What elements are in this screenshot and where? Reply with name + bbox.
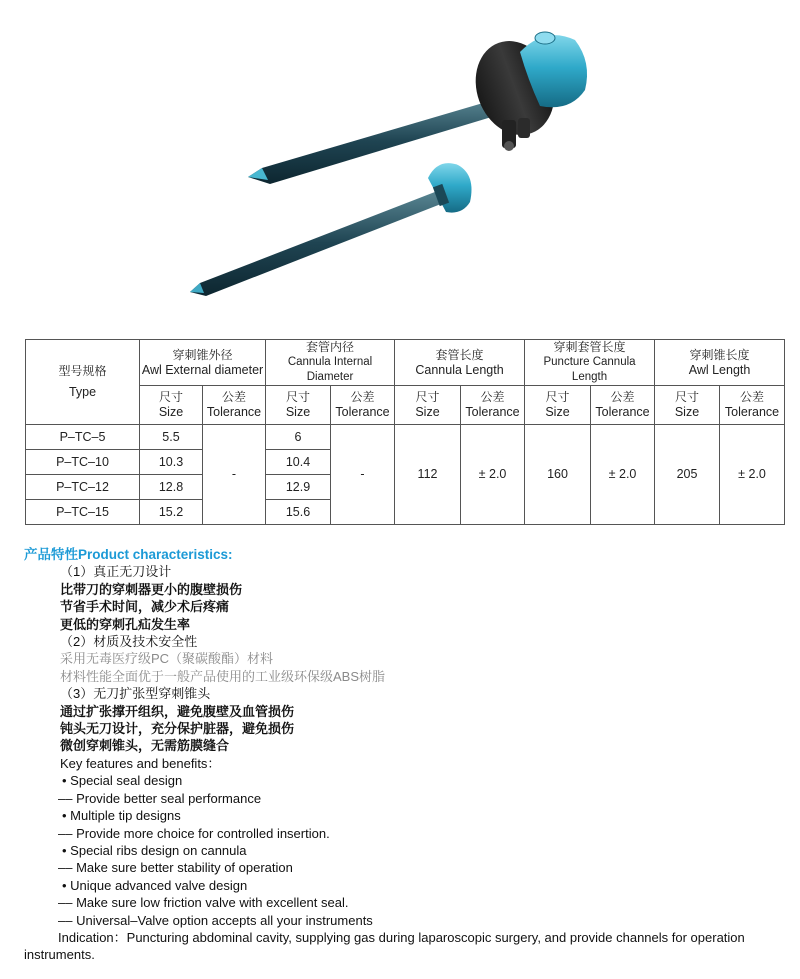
size-header: 尺寸 Size bbox=[525, 386, 591, 425]
tolerance-header: 公差 Tolerance bbox=[461, 386, 525, 425]
cannula-tolerance-cell: - bbox=[331, 425, 395, 525]
cannula-size-cell: 6 bbox=[266, 425, 331, 450]
type-cell: P–TC–5 bbox=[26, 425, 140, 450]
awl-length-cell: 205 bbox=[655, 425, 720, 525]
size-header: 尺寸 Size bbox=[140, 386, 203, 425]
feature-bullet: • Unique advanced valve design bbox=[62, 877, 248, 893]
cannula-size-cell: 15.6 bbox=[266, 500, 331, 525]
cannula-length-tolerance-cell: ± 2.0 bbox=[461, 425, 525, 525]
text-line: 采用无毒医疗级PC（聚碳酸酯）材料 bbox=[60, 651, 274, 667]
subsection-heading: （3）无刀扩张型穿刺锥头 bbox=[60, 686, 211, 702]
tolerance-header: 公差 Tolerance bbox=[331, 386, 395, 425]
tolerance-header: 公差 Tolerance bbox=[203, 386, 266, 425]
subsection-heading: （1）真正无刀设计 bbox=[60, 564, 172, 580]
text-line: 材料性能全面优于一般产品使用的工业级环保级ABS树脂 bbox=[60, 668, 386, 684]
text-line: 通过扩张撑开组织，避免腹壁及血管损伤 bbox=[60, 703, 295, 719]
table-row bbox=[26, 425, 785, 450]
group-header-awl-external-diameter: 穿刺锥外径 Awl External diameter bbox=[140, 340, 266, 386]
trocar-illustration bbox=[248, 30, 587, 184]
cannula-size-cell: 12.9 bbox=[266, 475, 331, 500]
group-header-awl-length: 穿刺锥长度 Awl Length bbox=[655, 340, 785, 386]
awl-size-cell: 15.2 bbox=[140, 500, 203, 525]
feature-bullet: • Special ribs design on cannula bbox=[62, 842, 247, 858]
product-characteristics bbox=[24, 546, 784, 964]
group-header-cannula-internal-diameter: 套管内径 Cannula Internal Diameter bbox=[266, 340, 395, 386]
key-features-title: Key features and benefits： bbox=[60, 755, 221, 771]
size-header: 尺寸 Size bbox=[395, 386, 461, 425]
awl-length-tolerance-cell: ± 2.0 bbox=[720, 425, 785, 525]
text-line: 微创穿刺锥头，无需筋膜缝合 bbox=[60, 738, 230, 754]
feature-detail: –– Provide better seal performance bbox=[58, 790, 262, 806]
feature-detail: –– Universal–Valve option accepts all your instruments bbox=[58, 912, 373, 928]
text-line: 更低的穿刺孔疝发生率 bbox=[60, 616, 191, 632]
type-cell: P–TC–10 bbox=[26, 450, 140, 475]
feature-detail: –– Make sure low friction valve with excellent seal. bbox=[58, 895, 349, 911]
obturator-illustration bbox=[190, 163, 472, 296]
awl-size-cell: 10.3 bbox=[140, 450, 203, 475]
tolerance-header: 公差 Tolerance bbox=[591, 386, 655, 425]
product-image bbox=[0, 0, 800, 330]
group-header-cannula-length: 套管长度 Cannula Length bbox=[395, 340, 525, 386]
text-line: 节省手术时间，减少术后疼痛 bbox=[60, 599, 230, 615]
puncture-length-cell: 160 bbox=[525, 425, 591, 525]
type-cell: P–TC–12 bbox=[26, 475, 140, 500]
spec-table bbox=[25, 339, 785, 525]
feature-bullet: • Special seal design bbox=[62, 773, 183, 789]
text-line: 比带刀的穿刺器更小的腹壁损伤 bbox=[60, 581, 243, 597]
puncture-length-tolerance-cell: ± 2.0 bbox=[591, 425, 655, 525]
awl-size-cell: 5.5 bbox=[140, 425, 203, 450]
feature-detail: –– Make sure better stability of operation bbox=[58, 860, 293, 876]
size-header: 尺寸 Size bbox=[266, 386, 331, 425]
tolerance-header: 公差 Tolerance bbox=[720, 386, 785, 425]
type-header: 型号规格 Type bbox=[26, 340, 140, 425]
feature-detail: –– Provide more choice for controlled insertion. bbox=[58, 825, 330, 841]
cannula-length-cell: 112 bbox=[395, 425, 461, 525]
awl-tolerance-cell: - bbox=[203, 425, 266, 525]
type-cell: P–TC–15 bbox=[26, 500, 140, 525]
indication-text: Indication：Puncturing abdominal cavity, supplying gas during laparoscopic surgery, and provide channels for operation instruments. bbox=[24, 929, 745, 963]
feature-bullet: • Multiple tip designs bbox=[62, 808, 181, 824]
size-header: 尺寸 Size bbox=[655, 386, 720, 425]
subsection-heading: （2）材质及技术安全性 bbox=[60, 634, 198, 650]
cannula-size-cell: 10.4 bbox=[266, 450, 331, 475]
group-header-puncture-cannula-length: 穿刺套管长度 Puncture Cannula Length bbox=[525, 340, 655, 386]
awl-size-cell: 12.8 bbox=[140, 475, 203, 500]
text-line: 钝头无刀设计，充分保护脏器，避免损伤 bbox=[60, 721, 295, 737]
section-title: 产品特性Product characteristics: bbox=[24, 547, 233, 562]
